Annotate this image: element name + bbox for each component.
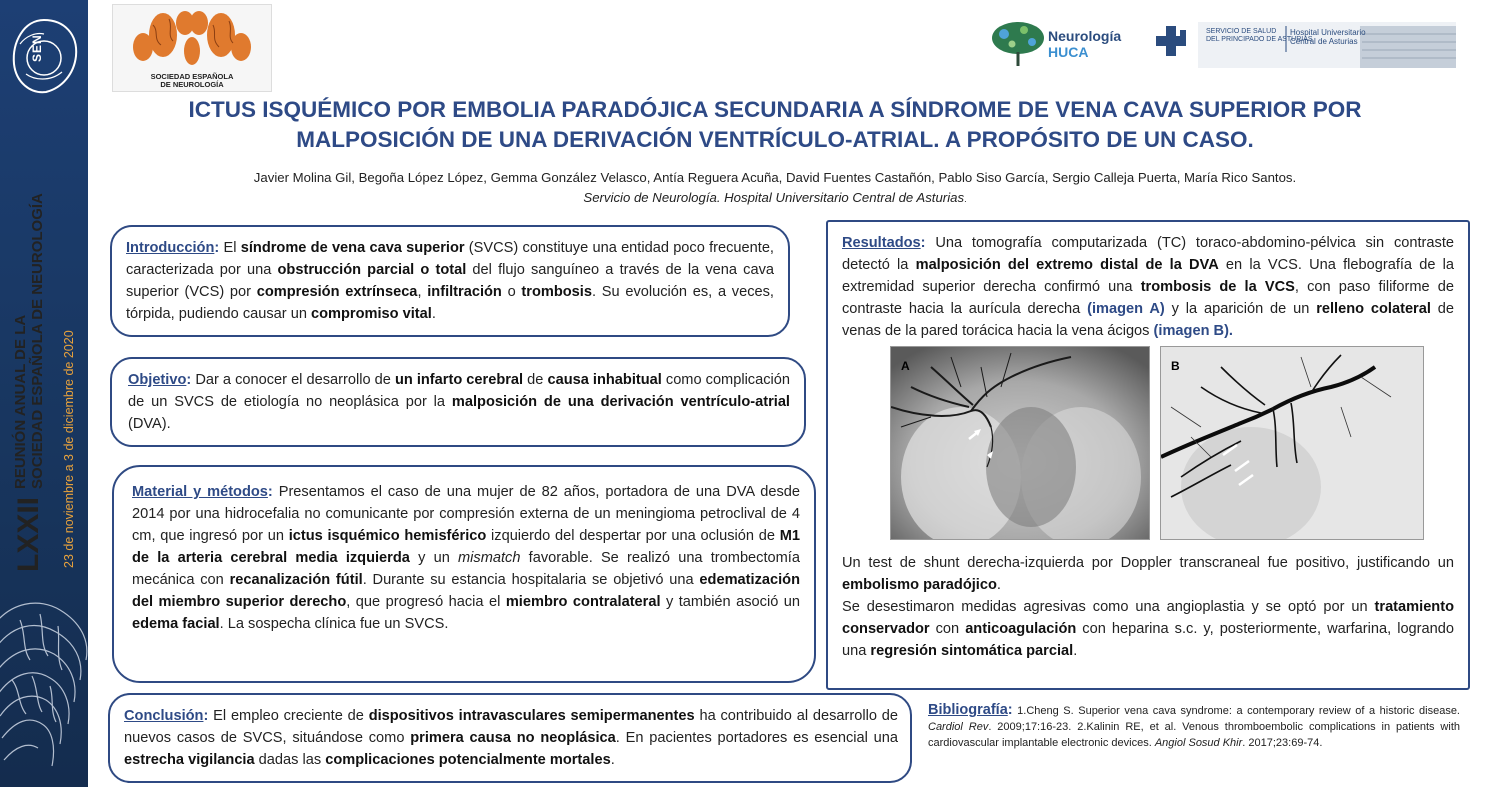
hospital-name-line1: Hospital Universitario bbox=[1290, 28, 1366, 37]
introduction-box: Introducción: El síndrome de vena cava superior (SVCS) constituye una entidad poco frecuente, caracterizada por una obstrucción parcial o total del flujo sanguíneo a través de la vena cava superior (VCS) por compresión extrínseca, infiltración o trombosis. Su evolución es, a veces, tórpida, pudiendo causar un compromiso vital. bbox=[110, 225, 790, 337]
results-text: de venas de la pared torácica hacia la vena ácigos bbox=[842, 301, 1454, 339]
poster-title bbox=[140, 95, 1410, 155]
results-text: . bbox=[1073, 643, 1078, 659]
intro-bold: obstrucción parcial o total bbox=[277, 262, 467, 278]
conference-title-line1: REUNIÓN ANUAL DE LA bbox=[12, 314, 29, 489]
conclusion-bold: estrecha vigilancia bbox=[124, 752, 255, 768]
methods-text: . Durante su estancia hospitalaria se objetivó una bbox=[362, 572, 700, 588]
conclusion-bold: complicaciones potencialmente mortales bbox=[325, 752, 611, 768]
phlebography-image-a bbox=[890, 346, 1150, 540]
methods-text: y también asoció un bbox=[660, 594, 801, 610]
conference-edition: LXXII bbox=[12, 496, 45, 572]
bibliography-text: . 2009;17:16-23. 2.Kalinin RE, et al. Venous thromboembolic complications in patients with cardiovascular implantable electronic devices. bbox=[928, 721, 1460, 749]
hospital-logo bbox=[1150, 22, 1456, 68]
image-a-label: A bbox=[901, 359, 910, 373]
conclusion-text: . bbox=[610, 752, 615, 768]
methods-bold: recanalización fútil bbox=[229, 572, 363, 588]
objective-bold: un infarto cerebral bbox=[394, 372, 524, 388]
bibliography-block: Bibliografía: 1.Cheng S. Superior vena cava syndrome: a contemporary review of a historic disease. Cardiol Rev. 2009;17:16-23. 2.Kalinin RE, et al. Venous thromboembolic complications in patients with cardiovascular implantable electronic devices. Angiol Sosud Khir. 2017;23:69-74. bbox=[928, 702, 1460, 749]
intro-bold: infiltración bbox=[427, 284, 502, 300]
xray-image-a-icon bbox=[891, 347, 1149, 539]
objective-text: de bbox=[523, 372, 548, 388]
results-bold: relleno colateral bbox=[1316, 301, 1431, 317]
image-a-reference: (imagen A) bbox=[1087, 301, 1165, 317]
intro-text: o bbox=[501, 284, 522, 300]
results-bold: regresión sintomática parcial bbox=[870, 643, 1074, 659]
objective-text: Dar a conocer el desarrollo de bbox=[191, 372, 395, 388]
sen-logo-caption-line2: DE NEUROLOGÍA bbox=[160, 80, 224, 89]
results-bold: embolismo paradójico bbox=[842, 577, 997, 593]
methods-text: favorable. Se realizó una trombectomía mecánica con bbox=[132, 550, 800, 588]
results-label: Resultados bbox=[842, 235, 921, 251]
brain-illustration-icon bbox=[0, 590, 88, 787]
neurologia-logo-name: Neurología bbox=[1048, 28, 1122, 44]
intro-bold: trombosis bbox=[521, 284, 592, 300]
hospital-service-line2: DEL PRINCIPADO DE ASTURIAS bbox=[1206, 36, 1313, 43]
sen-logo-brain-icon bbox=[113, 5, 271, 71]
intro-text: . bbox=[431, 306, 436, 322]
intro-text: del flujo sanguíneo a través de la vena cava superior (VCS) por bbox=[126, 262, 775, 300]
methods-bold: M1 de la arteria cerebral media izquierda bbox=[132, 528, 800, 566]
methods-text: , que progresó hacia el bbox=[346, 594, 506, 610]
objective-bold: causa inhabitual bbox=[547, 372, 662, 388]
tree-brain-icon bbox=[990, 18, 1046, 68]
hospital-name-line2: Central de Asturias bbox=[1290, 37, 1358, 46]
conclusion-bold: primera causa no neoplásica bbox=[410, 730, 616, 746]
bibliography-journal: Cardiol Rev bbox=[928, 721, 989, 733]
hospital-service-line1: SERVICIO DE SALUD bbox=[1206, 28, 1277, 35]
methods-bold: ictus isquémico hemisférico bbox=[288, 528, 487, 544]
results-bold: tratamiento conservador bbox=[842, 599, 1454, 637]
conference-vertical-title bbox=[12, 193, 46, 572]
results-text: con heparina s.c. y, posteriormente, warfarina, logrando una bbox=[842, 621, 1455, 659]
huca-logo-name: HUCA bbox=[1048, 44, 1089, 60]
results-text: y la aparición de un bbox=[1164, 301, 1317, 317]
results-text: en la VCS. Una flebografía de la extremidad superior derecha confirmó una bbox=[842, 257, 1454, 295]
objective-box: Objetivo: Dar a conocer el desarrollo de un infarto cerebral de causa inhabitual como complicación de un SVCS de etiología no neoplásica por la malposición de una derivación ventrículo-atrial (DVA). bbox=[110, 357, 806, 447]
results-box: Resultados: Una tomografía computarizada (TC) toraco-abdomino-pélvica sin contraste detectó la malposición del extremo distal de la DVA en la VCS. Una flebografía de la extremidad superior derecha confirmó una trombosis de la VCS, con paso filiforme de contraste hacia la aurícula derecha (imagen A) y la aparición de un relleno colateral de venas de la pared torácica hacia la vena ácigos (imagen B). A B Un test de shunt derecha-izquierda por Doppler transcraneal fue positivo, justificando un embolismo paradójico. Se desestimaron medidas agresivas como una angioplastia y se optó por un tratamiento conservador con anticoagulación con heparina s.c. y, posteriormente, warfarina, logrando una regresión sintomática parcial. bbox=[826, 220, 1470, 690]
methods-bold: edematización del miembro superior derecho bbox=[132, 572, 800, 610]
conclusion-text: . En pacientes portadores es esencial una bbox=[615, 730, 898, 746]
neurologia-huca-logo bbox=[990, 18, 1140, 68]
methods-label: Material y métodos bbox=[132, 484, 268, 500]
conference-sidebar bbox=[0, 0, 88, 787]
results-bold: trombosis de la VCS bbox=[1140, 279, 1295, 295]
conclusion-text: dadas las bbox=[254, 752, 326, 768]
conference-title-line2: SOCIEDAD ESPAÑOLA DE NEUROLOGÍA bbox=[29, 193, 46, 489]
conclusion-box: Conclusión: El empleo creciente de dispositivos intravasculares semipermanentes ha contribuido al desarrollo de nuevos casos de SVCS, situándose como primera causa no neoplásica. En pacientes portadores es esencial una estrecha vigilancia dadas las complicaciones potencialmente mortales. bbox=[108, 693, 912, 783]
intro-text: . Su evolución es, a veces, tórpida, pudiendo causar un bbox=[126, 284, 774, 322]
results-bold: anticoagulación bbox=[965, 621, 1077, 637]
phlebography-images bbox=[842, 346, 1454, 546]
methods-text: . La sospecha clínica fue un SVCS. bbox=[219, 616, 449, 632]
methods-bold: edema facial bbox=[132, 616, 220, 632]
results-text: , con paso filiforme de contraste hacia la aurícula derecha bbox=[842, 279, 1454, 317]
intro-bold: síndrome de vena cava superior bbox=[240, 240, 465, 256]
bibliography-text: . 2017;23:69-74. bbox=[1242, 737, 1323, 749]
affiliation-end: . bbox=[964, 194, 967, 204]
poster-title-line1: ICTUS ISQUÉMICO POR EMBOLIA PARADÓJICA SECUNDARIA A SÍNDROME DE VENA CAVA SUPERIOR POR bbox=[188, 97, 1362, 122]
conclusion-label: Conclusión bbox=[124, 708, 204, 724]
results-text: Se desestimaron medidas agresivas como una angioplastia y se optó por un bbox=[842, 599, 1375, 615]
objective-text: como complicación de un SVCS de etiología no neoplásica por la bbox=[128, 372, 790, 410]
intro-text: , bbox=[417, 284, 428, 300]
results-text: Un test de shunt derecha-izquierda por Doppler transcraneal fue positivo, justificando un bbox=[842, 555, 1454, 571]
bibliography-journal: Angiol Sosud Khir bbox=[1154, 737, 1243, 749]
conclusion-bold: dispositivos intravasculares semipermanentes bbox=[368, 708, 695, 724]
results-text: con bbox=[929, 621, 966, 637]
phlebography-image-b bbox=[1160, 346, 1424, 540]
image-b-label: B bbox=[1171, 359, 1180, 373]
sen-badge-label: SEN bbox=[30, 34, 44, 62]
author-list: Javier Molina Gil, Begoña López López, Gemma González Velasco, Antía Reguera Acuña, David Fuentes Castañón, Pablo Siso García, Sergio Calleja Puerta, María Rico Santos. bbox=[253, 170, 1297, 185]
results-bold: malposición del extremo distal de la DVA bbox=[915, 257, 1219, 273]
affiliation: Servicio de Neurología. Hospital Universitario Central de Asturias bbox=[583, 190, 965, 205]
intro-bold: compresión extrínseca bbox=[256, 284, 418, 300]
authors-block bbox=[140, 168, 1410, 209]
methods-italic: mismatch bbox=[458, 550, 521, 566]
image-b-reference: (imagen B). bbox=[1153, 323, 1233, 339]
bibliography-label: Bibliografía bbox=[928, 702, 1008, 718]
methods-text: izquierdo del despertar por una oclusión de bbox=[486, 528, 780, 544]
sen-society-logo bbox=[112, 4, 272, 92]
methods-bold: miembro contralateral bbox=[505, 594, 661, 610]
methods-box: Material y métodos: Presentamos el caso de una mujer de 82 años, portadora de una DVA desde 2014 por una hidrocefalia no comunicante por compresión externa de un meningioma petroclival de 4 cm, que ingresó por un ictus isquémico hemisférico izquierdo del despertar por una oclusión de M1 de la arteria cerebral media izquierda y un mismatch favorable. Se realizó una trombectomía mecánica con recanalización fútil. Durante su estancia hospitalaria se objetivó una edematización del miembro superior derecho, que progresó hacia el miembro contralateral y también asoció un edema facial. La sospecha clínica fue un SVCS. bbox=[112, 465, 816, 683]
objective-bold: malposición de una derivación ventrículo-atrial bbox=[451, 394, 790, 410]
poster-title-line2: MALPOSICIÓN DE UNA DERIVACIÓN VENTRÍCULO-ATRIAL. A PROPÓSITO DE UN CASO. bbox=[296, 127, 1254, 152]
sen-brain-badge-icon bbox=[6, 14, 82, 104]
objective-label: Objetivo bbox=[128, 372, 187, 388]
methods-text: Presentamos el caso de una mujer de 82 años, portadora de una DVA desde 2014 por una hidrocefalia no comunicante por compresión externa de un meningioma petroclival de 4 cm, que ingresó por un bbox=[132, 484, 800, 544]
sen-logo-caption-line1: SOCIEDAD ESPAÑOLA bbox=[150, 72, 234, 81]
methods-text: y un bbox=[409, 550, 459, 566]
objective-text: (DVA). bbox=[128, 416, 171, 432]
intro-text: (SVCS) constituye una entidad poco frecuente, caracterizada por una bbox=[126, 240, 774, 278]
conclusion-text: El empleo creciente de bbox=[208, 708, 369, 724]
intro-text: El bbox=[219, 240, 241, 256]
results-text: . bbox=[996, 577, 1001, 593]
conference-dates: 23 de noviembre a 3 de diciembre de 2020 bbox=[62, 330, 76, 568]
results-text: Una tomografía computarizada (TC) toraco-abdomino-pélvica sin contraste detectó la bbox=[842, 235, 1454, 273]
introduction-label: Introducción bbox=[126, 240, 215, 256]
xray-image-b-icon bbox=[1161, 347, 1423, 539]
conclusion-text: ha contribuido al desarrollo de nuevos casos de SVCS, situándose como bbox=[124, 708, 899, 746]
intro-bold: compromiso vital bbox=[311, 306, 432, 322]
bibliography-text: 1.Cheng S. Superior vena cava syndrome: a contemporary review of a historic disease. bbox=[1012, 705, 1460, 717]
